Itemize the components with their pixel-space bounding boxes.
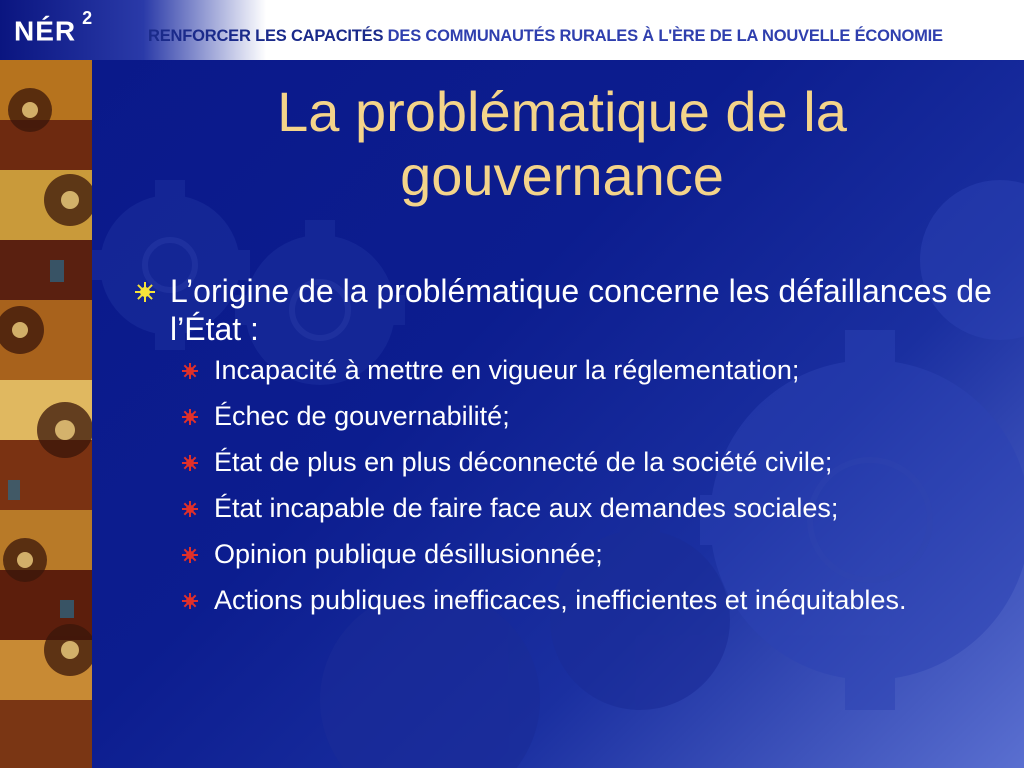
sub-bullet-text: État incapable de faire face aux demandes sociales; — [214, 493, 839, 523]
starburst-bullet-icon — [182, 593, 198, 609]
starburst-bullet-icon — [182, 547, 198, 563]
sub-bullet-text: Opinion publique désillusionnée; — [214, 539, 603, 569]
sub-bullet-text: État de plus en plus déconnecté de la société civile; — [214, 447, 833, 477]
starburst-bullet-icon — [182, 455, 198, 471]
decorative-side-strip — [0, 0, 92, 768]
header-title-part2: DES COMMUNAUTÉS RURALES À L'ÈRE DE LA NOUVELLE ÉCONOMIE — [387, 27, 943, 45]
sub-bullet-item — [182, 400, 994, 432]
logo — [14, 8, 94, 47]
sub-bullet-item — [182, 492, 994, 524]
sub-bullet-text: Incapacité à mettre en vigueur la réglementation; — [214, 355, 800, 385]
sub-bullet-list — [134, 354, 994, 616]
slide-title-line1: La problématique de la — [277, 80, 847, 143]
header-bar — [0, 0, 1024, 60]
starburst-bullet-icon — [134, 281, 156, 303]
sub-bullet-item — [182, 354, 994, 386]
slide-content — [134, 272, 994, 630]
logo-text: NÉR — [14, 15, 77, 47]
sub-bullet-item — [182, 584, 994, 616]
sub-bullet-text: Actions publiques inefficaces, inefficientes et inéquitables. — [214, 585, 907, 615]
logo-superscript: 2 — [82, 8, 94, 28]
sub-bullet-text: Échec de gouvernabilité; — [214, 401, 510, 431]
bullet-item — [134, 272, 994, 348]
slide-title — [100, 80, 1024, 208]
starburst-bullet-icon — [182, 409, 198, 425]
starburst-bullet-icon — [182, 363, 198, 379]
starburst-bullet-icon — [182, 501, 198, 517]
header-title — [148, 27, 943, 46]
bullet-text: L’origine de la problématique concerne les défaillances de l’État : — [170, 273, 992, 347]
slide-title-line2: gouvernance — [400, 144, 724, 207]
header-title-part1: RENFORCER LES CAPACITÉS — [148, 27, 384, 45]
sub-bullet-item — [182, 446, 994, 478]
sub-bullet-item — [182, 538, 994, 570]
